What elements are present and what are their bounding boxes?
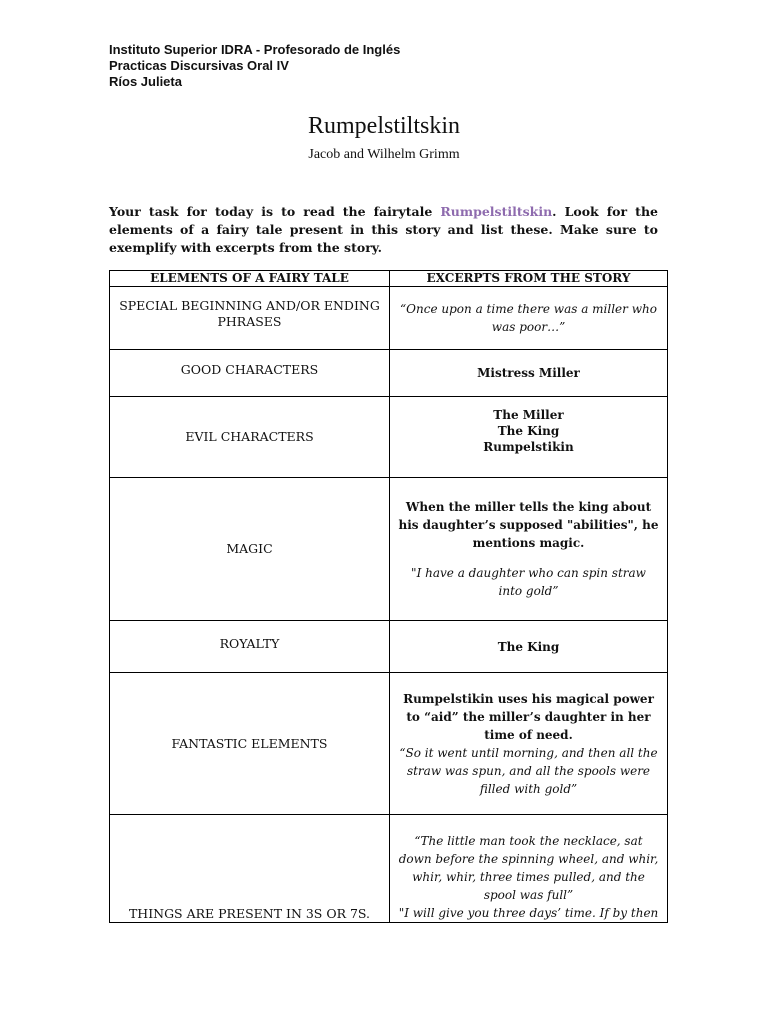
task-text-before: Your task for today is to read the fairytale <box>109 204 441 219</box>
excerpt-text: Mistress Miller <box>477 366 580 380</box>
excerpt-quote: “Once upon a time there was a miller who was poor…” <box>400 302 657 334</box>
element-cell <box>110 287 390 350</box>
element-label: EVIL CHARACTERS <box>185 429 314 444</box>
excerpt-cell <box>390 815 668 923</box>
excerpt-line: The Miller <box>493 408 564 422</box>
task-instructions <box>109 203 658 257</box>
element-label: ROYALTY <box>219 635 280 651</box>
excerpt-quote: “So it went until morning, and then all the straw was spun, and all the spools were filled with gold” <box>399 745 658 796</box>
excerpt-text: Rumpelstikin uses his magical power to “aid” the miller’s daughter in her time of need. <box>403 691 654 742</box>
table-header-row <box>110 271 668 287</box>
document-header <box>109 42 400 90</box>
excerpt-cell <box>390 350 668 397</box>
table-row <box>110 287 668 350</box>
table-row <box>110 350 668 397</box>
excerpt-text: When the miller tells the king about his daughter’s supposed "abilities", he mentions magic. <box>398 500 659 550</box>
author-line: Ríos Julieta <box>109 74 182 89</box>
excerpt-cell <box>390 621 668 673</box>
excerpt-text: The King <box>497 639 560 654</box>
element-cell <box>110 478 390 621</box>
excerpt-line: Rumpelstikin <box>483 440 574 454</box>
table-row <box>110 815 668 923</box>
element-cell <box>110 397 390 478</box>
table-row <box>110 621 668 673</box>
element-cell <box>110 350 390 397</box>
excerpt-cell <box>390 673 668 815</box>
excerpt-quote-continued: "I will give you three days’ time. If by then <box>398 906 659 920</box>
excerpt-line: The King <box>497 424 560 438</box>
element-cell <box>110 673 390 815</box>
excerpt-cell <box>390 287 668 350</box>
excerpt-quote: "I have a daughter who can spin straw into gold” <box>411 566 646 598</box>
story-title: Rumpelstiltskin <box>307 113 460 139</box>
story-authors: Jacob and Wilhelm Grimm <box>308 147 460 162</box>
task-text-after: . Look for the elements of a fairy tale present in this story and list these. Make sure to exemplify with excerpts from the story. <box>109 204 658 255</box>
column-header-excerpts: EXCERPTS FROM THE STORY <box>390 271 668 287</box>
element-label: MAGIC <box>226 541 273 556</box>
element-label: GOOD CHARACTERS <box>180 362 319 377</box>
table-row <box>110 397 668 478</box>
table-row <box>110 673 668 815</box>
element-label: FANTASTIC ELEMENTS <box>171 735 328 751</box>
element-cell <box>110 815 390 923</box>
fairy-tale-elements-table <box>109 270 668 923</box>
element-label: THINGS ARE PRESENT IN 3S OR 7S. <box>128 906 371 921</box>
table-row <box>110 478 668 621</box>
excerpt-quote: “The little man took the necklace, sat down before the spinning wheel, and whir, whir, whir, three times pulled, and the spool was full” <box>398 834 659 902</box>
element-cell <box>110 621 390 673</box>
element-label: SPECIAL BEGINNING AND/OR ENDING PHRASES <box>119 298 380 329</box>
institution-line: Instituto Superior IDRA - Profesorado de Inglés <box>109 42 401 57</box>
column-header-elements: ELEMENTS OF A FAIRY TALE <box>110 271 390 287</box>
course-line: Practicas Discursivas Oral IV <box>109 58 289 73</box>
excerpt-cell <box>390 478 668 621</box>
excerpt-cell <box>390 397 668 478</box>
task-highlight-title: Rumpelstiltskin <box>440 204 553 219</box>
